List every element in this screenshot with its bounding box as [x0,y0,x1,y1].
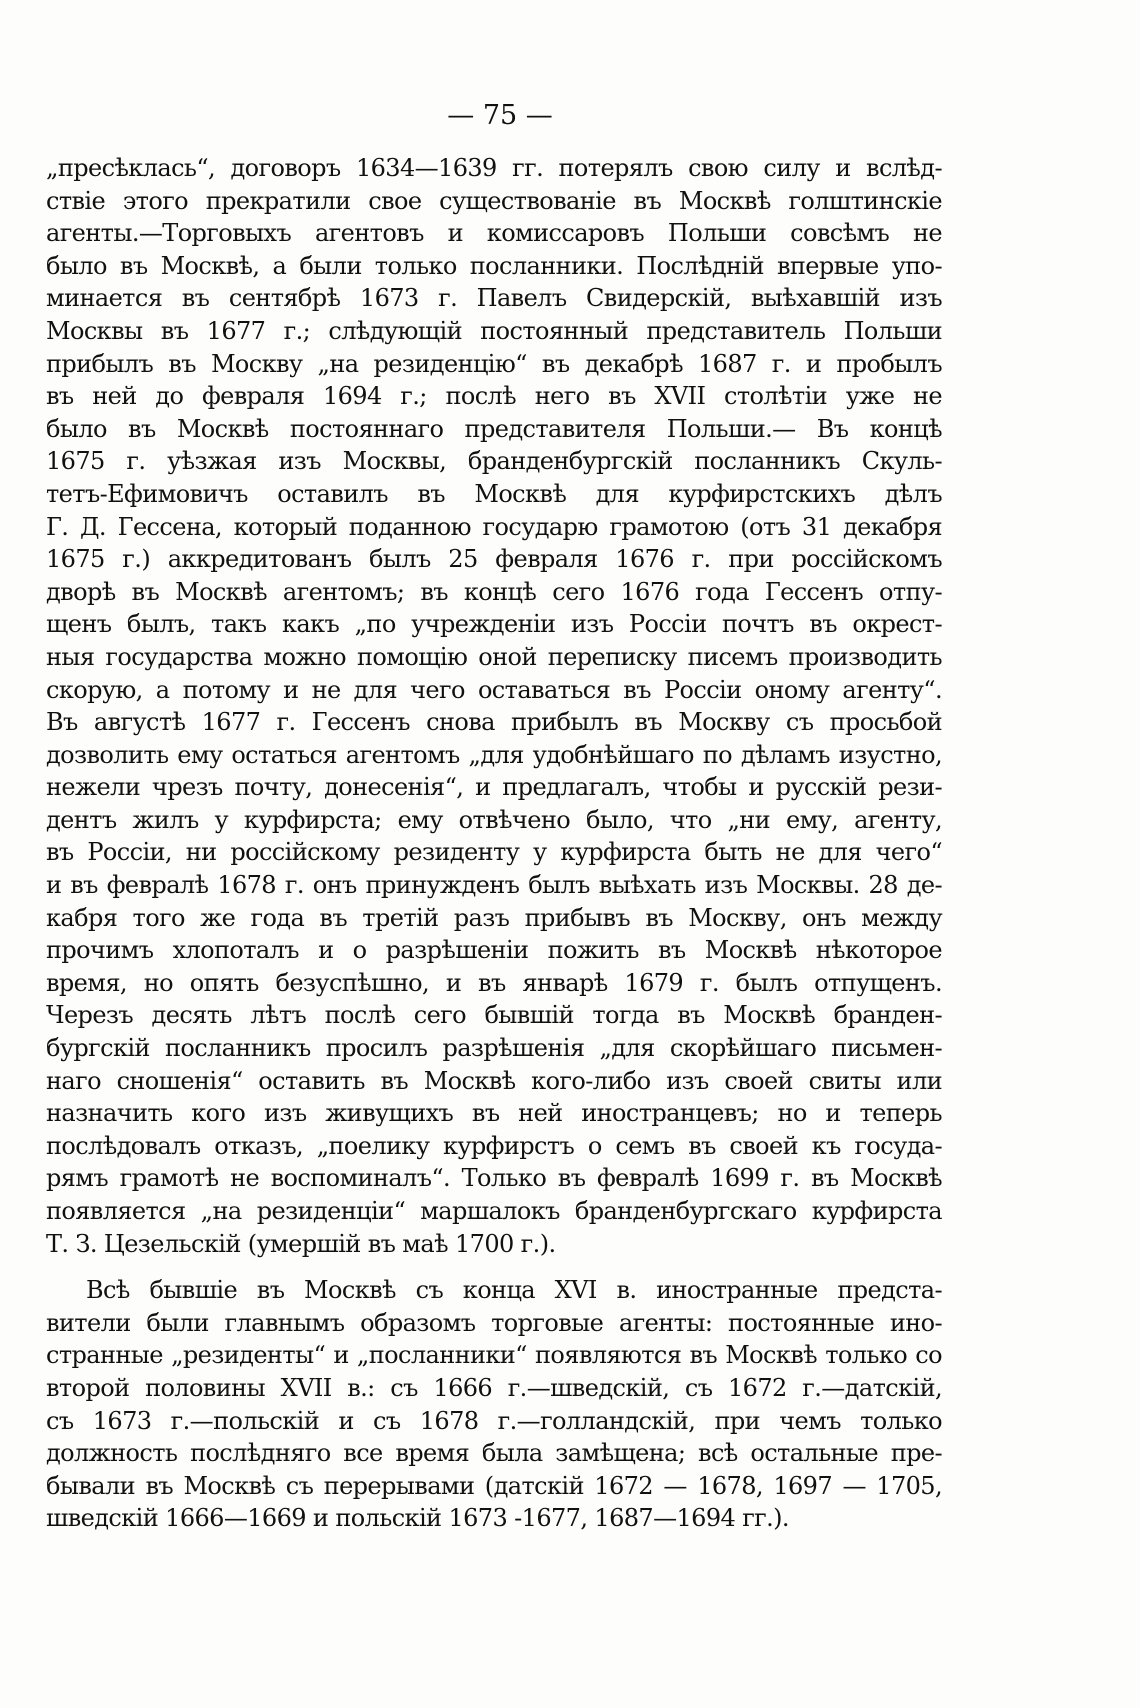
text-line: появляется „на резиденціи“ маршалокъ бранденбургскаго курфирста [46,1197,942,1225]
text-line: „пресѣклась“, договоръ 1634—1639 гг. потерялъ свою силу и вслѣд- [46,154,942,182]
text-line: скорую, а потому и не для чего оставаться въ Россіи оному агенту“. [46,675,942,704]
text-line: Всѣ бывшіе въ Москвѣ съ конца XVI в. иностранные предста- [86,1276,942,1305]
text-line: нежели чрезъ почту, донесенія“, и предлагалъ, чтобы и русскій рези- [46,773,942,802]
text-line: рямъ грамотѣ не воспоминалъ“. Только въ февралѣ 1699 г. въ Москвѣ [46,1164,942,1193]
paragraph-1 [46,152,942,1260]
text-line: тетъ-Ефимовичъ оставилъ въ Москвѣ для курфирстскихъ дѣлъ [46,479,942,508]
text-line: прочимъ хлопоталъ и о разрѣшеніи пожить въ Москвѣ нѣкоторое [46,936,942,965]
text-line: Москвы въ 1677 г.; слѣдующій постоянный представитель Польши [46,316,942,345]
text-line: странные „резиденты“ и „посланники“ появляются въ Москвѣ только со [46,1341,942,1370]
text-line: ныя государства можно помощію оной переписку писемъ производить [46,642,942,671]
text-line: 1675 г.) аккредитованъ былъ 25 февраля 1676 г. при россійскомъ [46,545,942,574]
text-line: дентъ жилъ у курфирста; ему отвѣчено было, что „ни ему, агенту, [46,805,942,834]
text-line: бывали въ Москвѣ съ перерывами (датскій 1672 — 1678, 1697 — 1705, [46,1471,942,1500]
paragraph-2 [46,1274,942,1535]
text-line: шведскій 1666—1669 и польскій 1673 -1677, 1687—1694 гг.). [46,1504,789,1533]
text-line: дворѣ въ Москвѣ агентомъ; въ концѣ сего 1676 года Гессенъ отпу- [46,577,942,606]
paragraph-gap [46,1260,942,1274]
body-text [46,152,942,1535]
text-line: минается въ сентябрѣ 1673 г. Павелъ Свидерскій, выѣхавшій изъ [46,284,942,313]
text-line: было въ Москвѣ постояннаго представителя Польши.— Въ концѣ [46,414,942,443]
text-line: вители были главнымъ образомъ торговые агенты: постоянные ино- [46,1308,942,1337]
text-line: щенъ былъ, такъ какъ „по учрежденіи изъ Россіи почтъ въ окрест- [46,610,942,639]
text-line: кабря того же года въ третій разъ прибывъ въ Москву, онъ между [46,903,942,932]
text-line: Т. З. Цезельскій (умершій въ маѣ 1700 г.). [46,1229,556,1258]
text-line: послѣдовалъ отказъ, „поелику курфирстъ о семъ въ своей къ госуда- [46,1131,942,1160]
text-line: Въ августѣ 1677 г. Гессенъ снова прибылъ въ Москву съ просьбой [46,708,942,737]
text-line: агенты.—Торговыхъ агентовъ и комиссаровъ Польши совсѣмъ не [46,219,942,248]
text-line: въ ней до февраля 1694 г.; послѣ него въ XVII столѣтіи уже не [46,382,942,411]
text-line: дозволить ему остаться агентомъ „для удобнѣйшаго по дѣламъ изустно, [46,740,942,769]
text-line: было въ Москвѣ, а были только посланники. Послѣдній впервые упо- [46,251,942,280]
text-line: Г. Д. Гессена, который поданною государю грамотою (отъ 31 декабря [46,512,942,541]
text-line: время, но опять безуспѣшно, и въ январѣ 1679 г. былъ отпущенъ. [46,968,942,997]
text-line: бургскій посланникъ просилъ разрѣшенія „для скорѣйшаго письмен- [46,1034,942,1063]
text-line: 1675 г. уѣзжая изъ Москвы, бранденбургскій посланникъ Скуль- [46,447,942,476]
text-line: въ Россіи, ни россійскому резиденту у курфирста быть не для чего“ [46,838,942,867]
text-line: съ 1673 г.—польскій и съ 1678 г.—голландскій, при чемъ только [46,1406,942,1435]
text-line: ствіе этого прекратили свое существованіе въ Москвѣ голштинскіе [46,186,942,215]
text-line: и въ февралѣ 1678 г. онъ принужденъ былъ выѣхать изъ Москвы. 28 де- [46,871,942,900]
page-number: — 75 — [447,100,553,131]
text-line: второй половины XVII в.: съ 1666 г.—шведскій, съ 1672 г.—датскій, [46,1373,942,1402]
text-line: должность послѣдняго все время была замѣщена; всѣ остальные пре- [46,1439,942,1468]
text-line: прибылъ въ Москву „на резиденцію“ въ декабрѣ 1687 г. и пробылъ [46,349,942,378]
text-line: назначить кого изъ живущихъ въ ней иностранцевъ; но и теперь [46,1099,942,1128]
text-line: наго сношенія“ оставить въ Москвѣ кого-либо изъ своей свиты или [46,1066,942,1095]
text-line: Черезъ десять лѣтъ послѣ сего бывшій тогда въ Москвѣ бранден- [46,1001,942,1030]
